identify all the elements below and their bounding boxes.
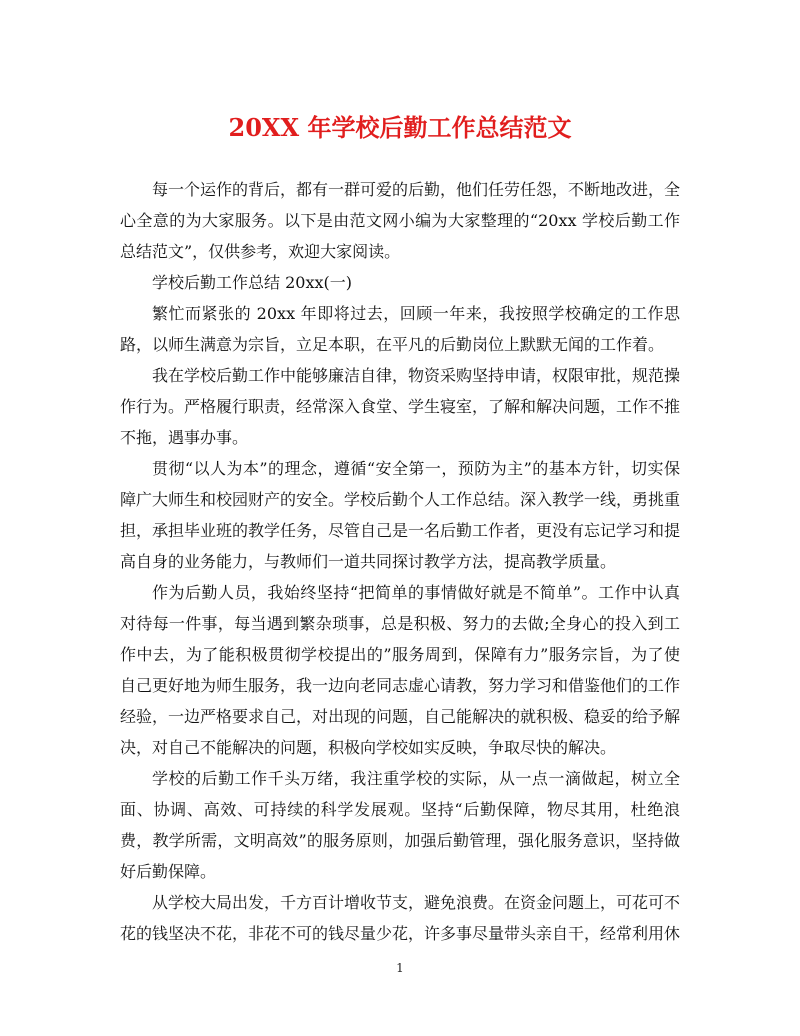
body-paragraph: 从学校大局出发，千方百计增收节支，避免浪费。在资金问题上，可花可不花的钱坚决不花，非花不可的钱尽量少花，许多事尽量带头亲自干，经常利用休 bbox=[120, 893, 681, 943]
body-paragraph: 繁忙而紧张的 20xx 年即将过去，回顾一年来，我按照学校确定的工作思路，以师生满意为宗旨，立足本职，在平凡的后勤岗位上默默无闻的工作着。 bbox=[120, 304, 680, 354]
body-paragraph: 学校的后勤工作千头万绪，我注重学校的实际，从一点一滴做起，树立全面、协调、高效、可持续的科学发展观。坚持“后勤保障，物尽其用，杜绝浪费，教学所需，文明高效”的服务原则，加强后勤管理，强化服务意识，坚持做好后勤保障。 bbox=[120, 769, 680, 881]
body-paragraph: 我在学校后勤工作中能够廉洁自律，物资采购坚持申请，权限审批，规范操作行为。严格履行职责，经常深入食堂、学生寝室，了解和解决问题，工作不推不拖，遇事办事。 bbox=[120, 366, 681, 447]
document-body bbox=[120, 174, 680, 949]
intro-paragraph: 每一个运作的背后，都有一群可爱的后勤，他们任劳任怨，不断地改进，全心全意的为大家服务。以下是由范文网小编为大家整理的“20xx 学校后勤工作总结范文”，仅供参考，欢迎大家阅读。 bbox=[120, 180, 681, 261]
page-number: 1 bbox=[396, 961, 404, 975]
body-paragraph: 贯彻“以人为本”的理念，遵循“安全第一，预防为主”的基本方针，切实保障广大师生和校园财产的安全。学校后勤个人工作总结。深入教学一线，勇挑重担，承担毕业班的教学任务，尽管自己是一名后勤工作者，更没有忘记学习和提高自身的业务能力，与教师们一道共同探讨教学方法，提高教学质量。 bbox=[120, 459, 681, 571]
document-title: 20XX 年学校后勤工作总结范文 bbox=[228, 113, 572, 142]
section-heading: 学校后勤工作总结 20xx(一) bbox=[152, 273, 352, 292]
body-paragraph: 作为后勤人员，我始终坚持“把简单的事情做好就是不简单”。工作中认真对待每一件事，每当遇到繁杂琐事，总是积极、努力的去做;全身心的投入到工作中去，为了能积极贯彻学校提出的”服务周到，保障有力”服务宗旨，为了使自己更好地为师生服务，我一边向老同志虚心请教，努力学习和借鉴他们的工作经验，一边严格要求自己，对出现的问题，自己能解决的就积极、稳妥的给予解决，对自己不能解决的问题，积极向学校如实反映，争取尽快的解决。 bbox=[120, 583, 681, 757]
